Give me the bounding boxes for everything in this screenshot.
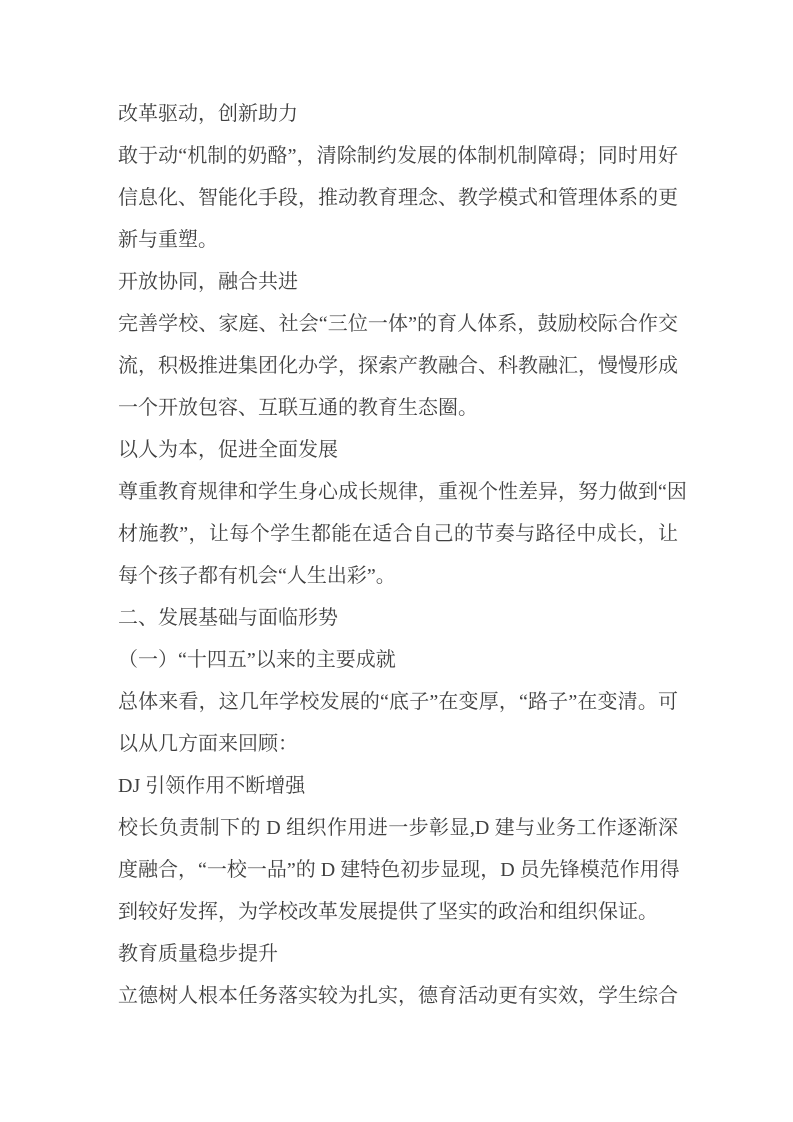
body-text-line: 总体来看，这几年学校发展的“底子”在变厚，“路子”在变清。可: [118, 691, 678, 713]
body-text-line: 每个孩子都有机会“人生出彩”。: [118, 565, 396, 587]
body-text-line: 信息化、智能化手段，推动教育理念、教学模式和管理体系的更: [118, 187, 678, 209]
body-text-line: 度融合，“一校一品”的 D 建特色初步显现，D 员先锋模范作用得: [118, 859, 680, 881]
body-text-line: 一个开放包容、互联互通的教育生态圈。: [118, 397, 478, 419]
body-text-line: 到较好发挥，为学校改革发展提供了坚实的政治和组织保证。: [118, 901, 658, 923]
document-body: [118, 93, 687, 1017]
paragraph-heading-line: 改革驱动，创新助力: [118, 103, 298, 125]
body-text-line: 流，积极推进集团化办学，探索产教融合、科教融汇，慢慢形成: [118, 355, 678, 377]
subsection-heading-line: （一）“十四五”以来的主要成就: [118, 649, 396, 671]
body-text-line: 完善学校、家庭、社会“三位一体”的育人体系，鼓励校际合作交: [118, 313, 678, 335]
paragraph-heading-line: 教育质量稳步提升: [118, 943, 278, 965]
section-heading-line: 二、发展基础与面临形势: [118, 607, 338, 629]
paragraph-heading-line: 以人为本，促进全面发展: [118, 439, 338, 461]
body-text-line: 材施教”，让每个学生都能在适合自己的节奏与路径中成长，让: [118, 523, 678, 545]
body-text-line: 敢于动“机制的奶酪”，清除制约发展的体制机制障碍；同时用好: [118, 145, 678, 167]
body-text-line: 以从几方面来回顾：: [118, 733, 298, 755]
body-text-line: 立德树人根本任务落实较为扎实，德育活动更有实效，学生综合: [118, 985, 678, 1007]
body-text-line: 新与重塑。: [118, 229, 218, 251]
paragraph-heading-line: DJ 引领作用不断增强: [118, 775, 306, 797]
body-text-line: 尊重教育规律和学生身心成长规律，重视个性差异，努力做到“因: [118, 481, 687, 503]
body-text-line: 校长负责制下的 D 组织作用进一步彰显,D 建与业务工作逐渐深: [118, 817, 678, 839]
paragraph-heading-line: 开放协同，融合共进: [118, 271, 298, 293]
